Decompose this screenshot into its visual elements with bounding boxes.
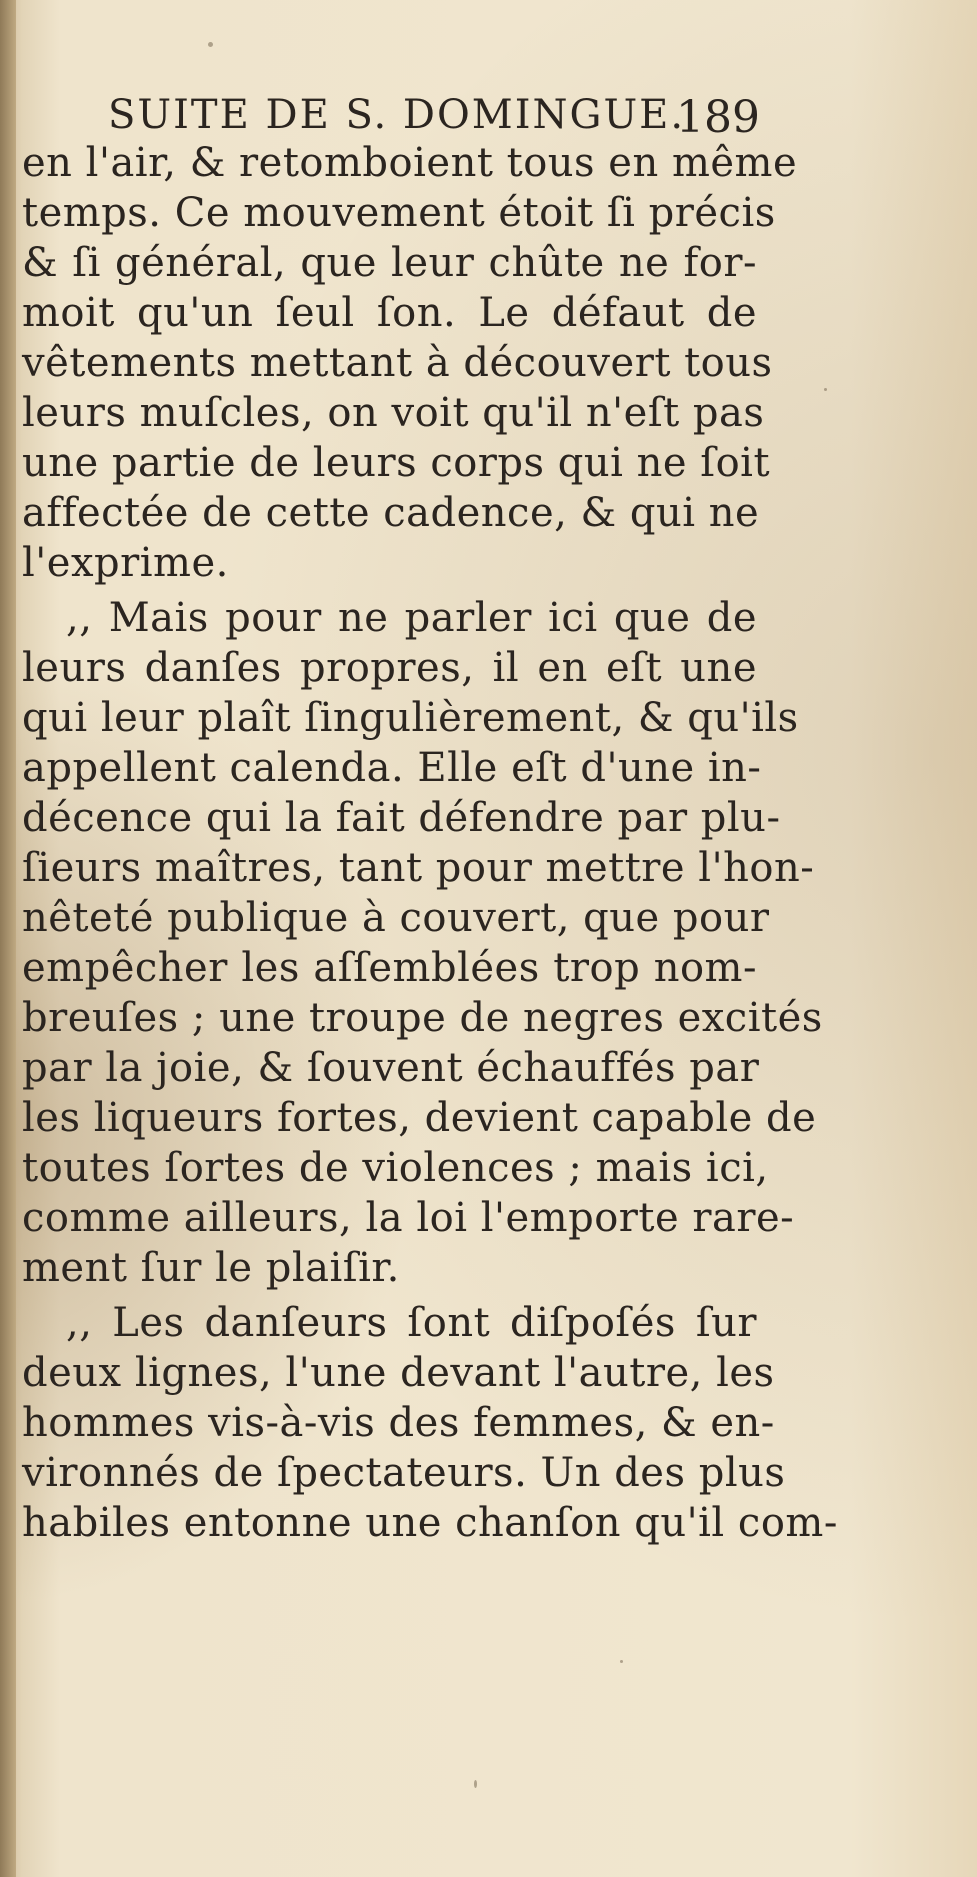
text-line: affectée de cette cadence, & qui ne xyxy=(22,490,760,536)
text-line: empêcher les aſſemblées trop nom- xyxy=(22,945,757,991)
text-line: vironnés de ſpectateurs. Un des plus xyxy=(22,1450,786,1496)
paper-speck xyxy=(208,42,213,47)
text-line: ,, Mais pour ne parler ici que de xyxy=(66,595,757,641)
text-line: moit qu'un ſeul ſon. Le défaut de xyxy=(22,290,757,336)
text-line: hommes vis-à-vis des femmes, & en- xyxy=(22,1400,775,1446)
page-gutter-shadow xyxy=(0,0,16,1877)
text-line: temps. Ce mouvement étoit ſi précis xyxy=(22,190,776,236)
paper-speck xyxy=(620,1660,623,1663)
text-line: leurs danſes propres, il en eſt une xyxy=(22,645,757,691)
text-line: leurs muſcles, on voit qu'il n'eſt pas xyxy=(22,390,765,436)
running-header: SUITE DE S. DOMINGUE. xyxy=(108,92,686,138)
text-line: toutes ſortes de violences ; mais ici, xyxy=(22,1145,769,1191)
text-line: une partie de leurs corps qui ne ſoit xyxy=(22,440,771,486)
text-line: décence qui la fait défendre par plu- xyxy=(22,795,781,841)
page-number: 189 xyxy=(676,92,760,143)
text-line: breuſes ; une troupe de negres excités xyxy=(22,995,823,1041)
text-line: ſieurs maîtres, tant pour mettre l'hon- xyxy=(22,845,815,891)
text-line: appellent calenda. Elle eſt d'une in- xyxy=(22,745,762,791)
text-line: par la joie, & ſouvent échauffés par xyxy=(22,1045,760,1091)
text-line: l'exprime. xyxy=(22,540,229,586)
paper-speck xyxy=(474,1780,477,1788)
text-line: vêtements mettant à découvert tous xyxy=(22,340,773,386)
text-line: nêteté publique à couvert, que pour xyxy=(22,895,770,941)
text-line: & ſi général, que leur chûte ne for- xyxy=(22,240,757,286)
paper-speck xyxy=(824,388,827,391)
text-line: deux lignes, l'une devant l'autre, les xyxy=(22,1350,775,1396)
text-line: qui leur plaît ſingulièrement, & qu'ils xyxy=(22,695,799,741)
text-line: ment ſur le plaiſir. xyxy=(22,1245,400,1291)
text-line: en l'air, & retomboient tous en même xyxy=(22,140,798,186)
text-line: comme ailleurs, la loi l'emporte rare- xyxy=(22,1195,795,1241)
text-line: habiles entonne une chanſon qu'il com- xyxy=(22,1500,838,1546)
text-line: les liqueurs fortes, devient capable de xyxy=(22,1095,817,1141)
text-line: ,, Les danſeurs ſont diſpoſés ſur xyxy=(66,1300,757,1346)
